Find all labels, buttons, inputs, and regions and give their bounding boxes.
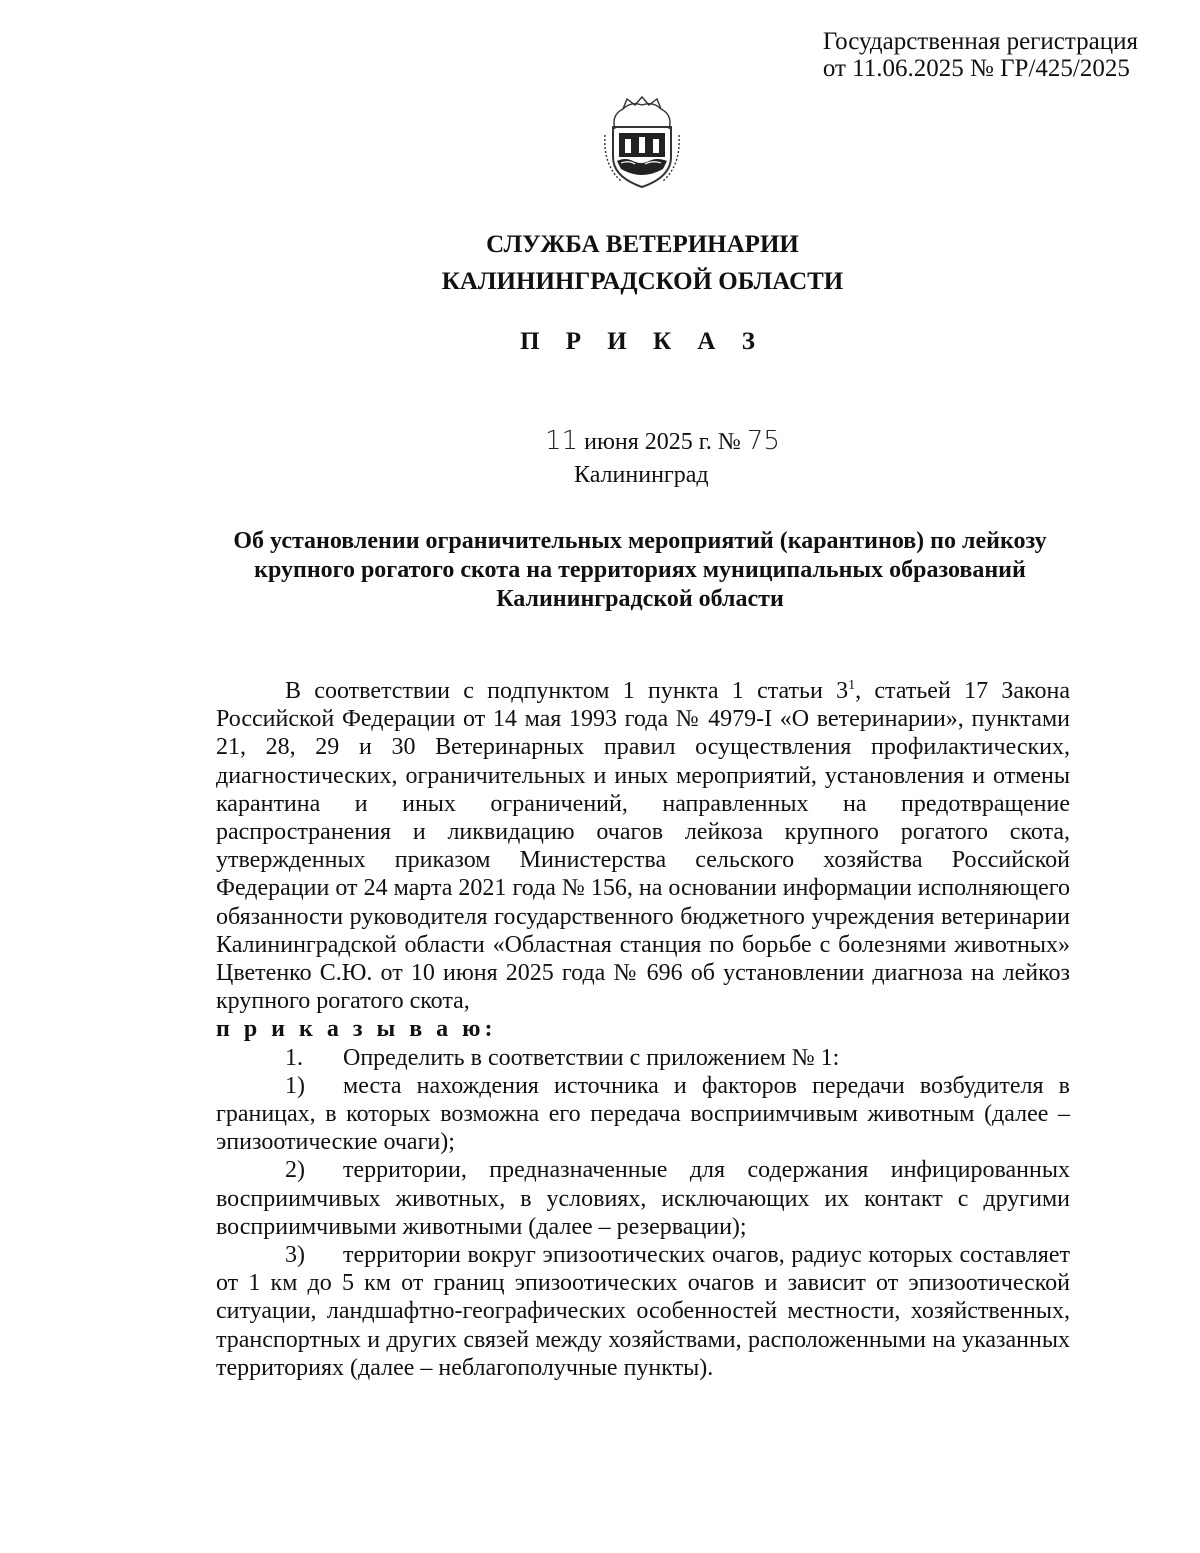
item-text: Определить в соответствии с приложением № 1: xyxy=(343,1044,840,1071)
document-type: П Р И К А З xyxy=(520,328,765,355)
item-1 xyxy=(216,1044,1070,1072)
item-number: 2) xyxy=(285,1157,305,1184)
item-text: территории вокруг эпизоотических очагов, радиус которых составляет от 1 км до 5 км от границ эпизоотических очагов и зависит от эпизоотической ситуации, ландшафтно-географических особенностей местности, хозяйственных, транспортных и других связей между хозяйствами, расположенными на указанных территориях (далее – неблагополучные пункты). xyxy=(216,1242,1070,1381)
item-1-3 xyxy=(216,1241,1070,1382)
title-line-1: Об установлении ограничительных мероприятий (карантинов) по лейкозу xyxy=(233,528,1047,554)
title-line-3: Калининградской области xyxy=(496,586,784,612)
document-title xyxy=(200,527,1080,614)
handwritten-day: 11 xyxy=(545,426,579,456)
title-line-2: крупного рогатого скота на территориях муниципальных образований xyxy=(254,557,1026,583)
organization-name xyxy=(0,226,1200,300)
registration-stamp xyxy=(823,28,1138,82)
handwritten-order-number: 75 xyxy=(746,426,780,456)
preamble-part-2: , статьей 17 Закона Российской Федерации от 14 мая 1993 года № 4979-I «О ветеринарии», пунктами 21, 28, 29 и 30 Ветеринарных правил осуществления профилактических, диагностических, ограничительных и иных мероприятий, установления и отмены карантина и иных ограничений, направленных на предотвращение распространения и ликвидацию очагов лейкоза крупного рогатого скота, утвержденных приказом Министерства сельского хозяйства Российской Федерации от 24 марта 2021 года № 156, на основании информации исполняющего обязанности руководителя государственного бюджетного учреждения ветеринарии Калининградской области «Областная станция по борьбе с болезнями животных» Цветенко С.Ю. от 10 июня 2025 года № 696 об установлении диагноза на лейкоз крупного рогатого скота, xyxy=(216,678,1070,1015)
month-year: июня 2025 г. № xyxy=(584,429,741,455)
article-superscript: 1 xyxy=(848,678,856,693)
organization-line-1: СЛУЖБА ВЕТЕРИНАРИИ xyxy=(486,231,799,258)
order-word-line xyxy=(216,1015,1070,1043)
item-text: территории, предназначенные для содержания инфицированных восприимчивых животных, в условиях, исключающих их контакт с другими восприимчивыми животными (далее – резервации); xyxy=(216,1157,1070,1240)
item-number: 1. xyxy=(285,1044,303,1071)
item-1-2 xyxy=(216,1156,1070,1241)
organization-line-2: КАЛИНИНГРАДСКОЙ ОБЛАСТИ xyxy=(441,268,844,295)
item-1-1 xyxy=(216,1072,1070,1157)
city: Калининград xyxy=(574,462,709,488)
coat-of-arms-icon xyxy=(601,95,683,190)
registration-line-1: Государственная регистрация xyxy=(822,28,1138,55)
order-date-line xyxy=(545,426,780,456)
document-body xyxy=(216,672,1070,1382)
registration-line-2: от 11.06.2025 № ГР/425/2025 xyxy=(822,55,1130,82)
order-word: п р и к а з ы в а ю: xyxy=(216,1016,497,1043)
item-number: 3) xyxy=(285,1242,305,1269)
preamble-part-1: В соответствии с подпунктом 1 пункта 1 статьи 3 xyxy=(285,678,849,704)
preamble-paragraph xyxy=(216,672,1070,1015)
item-text: места нахождения источника и факторов передачи возбудителя в границах, в которых возможна его передача восприимчивым животным (далее – эпизоотические очаги); xyxy=(216,1072,1070,1156)
item-number: 1) xyxy=(285,1072,305,1099)
